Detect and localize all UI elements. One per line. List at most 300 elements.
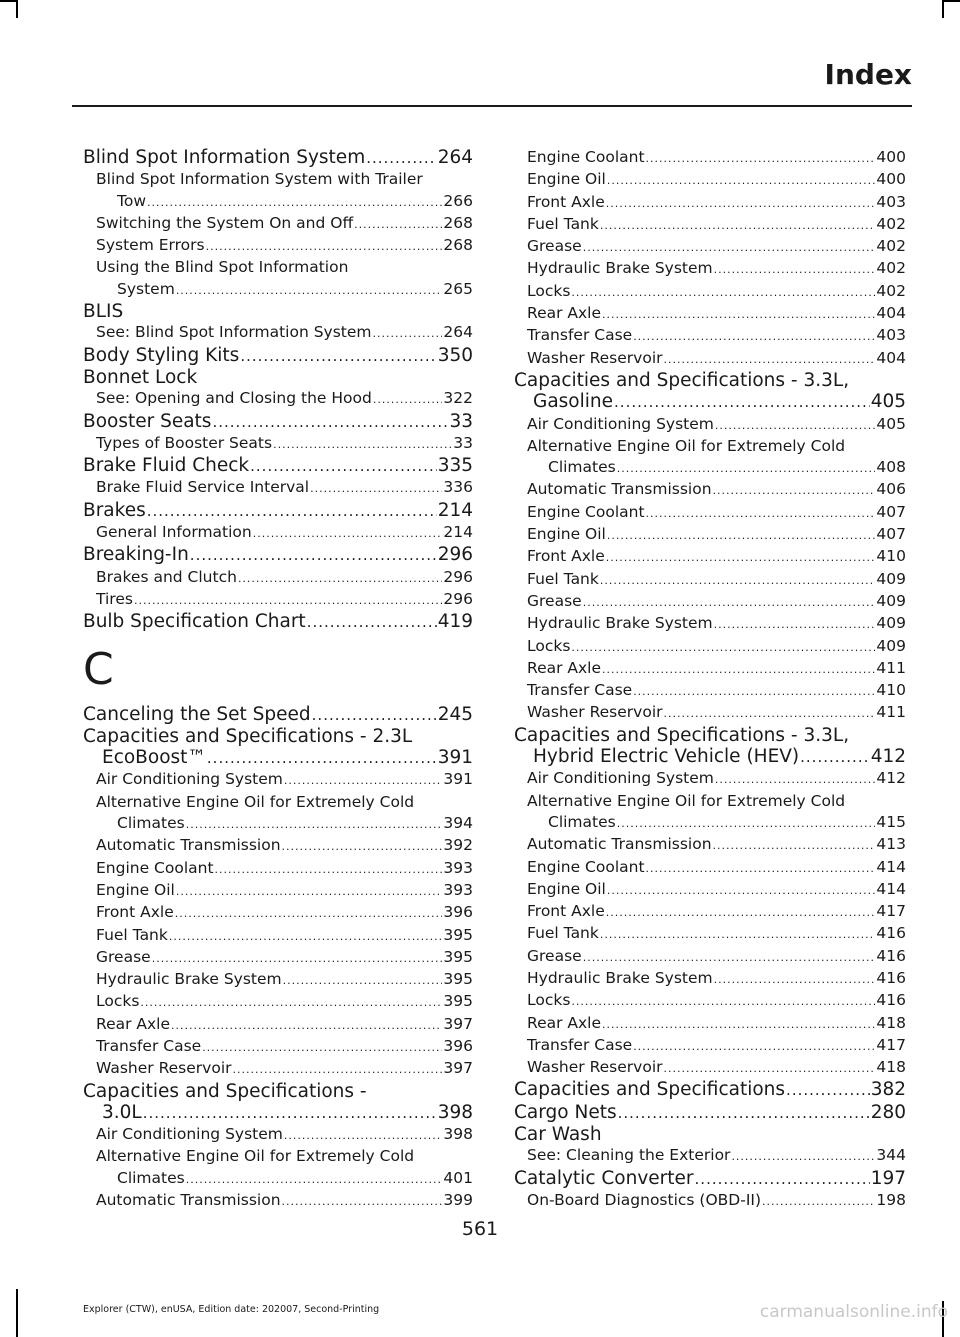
- entry-text: Breaking-In: [83, 544, 189, 566]
- index-entry[interactable]: [514, 258, 906, 280]
- index-entry[interactable]: [514, 281, 906, 303]
- entry-text: Rear Axle: [96, 1014, 171, 1033]
- index-entry[interactable]: [83, 1102, 473, 1124]
- dot-leader: [186, 814, 443, 835]
- page-ref[interactable]: 412: [870, 746, 906, 768]
- index-entry[interactable]: [83, 769, 473, 791]
- page-ref[interactable]: 399: [443, 1191, 473, 1210]
- index-entry[interactable]: [514, 613, 906, 635]
- entry-text-line: Alternative Engine Oil for Extremely Cold: [96, 1147, 415, 1166]
- dot-leader: [202, 1037, 442, 1058]
- entry-text: Washer Reservoir: [527, 703, 663, 722]
- dot-leader: [714, 259, 876, 280]
- page-ref[interactable]: 214: [443, 523, 473, 542]
- dot-leader: [607, 525, 876, 546]
- page-ref[interactable]: 395: [443, 947, 473, 966]
- entry-text-line: Capacities and Specifications - 2.3L: [83, 725, 413, 747]
- index-entry[interactable]: [83, 213, 473, 235]
- index-entry[interactable]: [514, 834, 906, 856]
- dot-leader: [762, 1191, 875, 1212]
- page-ref[interactable]: 395: [443, 970, 473, 989]
- index-entry[interactable]: [83, 388, 473, 410]
- page-ref[interactable]: 400: [876, 148, 906, 166]
- dot-leader: [646, 148, 876, 169]
- dot-leader: [152, 948, 443, 969]
- entry-text: Brake Fluid Service Interval: [96, 478, 310, 497]
- page-ref[interactable]: 402: [876, 259, 906, 278]
- dot-leader: [715, 769, 876, 790]
- page-ref[interactable]: 414: [876, 879, 906, 898]
- entry-text: Climates: [117, 1168, 185, 1187]
- dot-leader: [310, 478, 442, 499]
- index-entry-group: [514, 725, 906, 769]
- page-ref[interactable]: 402: [876, 281, 906, 300]
- page-ref[interactable]: 412: [876, 769, 906, 788]
- dot-leader: [714, 969, 876, 990]
- entry-text: Air Conditioning System: [96, 1125, 283, 1144]
- index-entry[interactable]: [514, 479, 906, 501]
- index-entry[interactable]: [514, 923, 906, 945]
- index-entry[interactable]: [83, 1014, 473, 1036]
- page-ref[interactable]: 407: [876, 525, 906, 544]
- page-ref[interactable]: 398: [437, 1101, 473, 1123]
- entry-text: Front Axle: [527, 902, 605, 921]
- index-entry[interactable]: [514, 524, 906, 546]
- entry-text: Hydraulic Brake System: [527, 614, 713, 633]
- index-heading: Car Wash: [514, 1124, 602, 1146]
- entry-text: Canceling the Set Speed: [83, 703, 311, 725]
- index-heading: Bonnet Lock: [83, 366, 198, 388]
- page-ref[interactable]: 395: [443, 925, 473, 944]
- page-ref[interactable]: 416: [876, 968, 906, 987]
- entry-text: Engine Coolant: [96, 858, 214, 877]
- page-ref[interactable]: 268: [443, 236, 473, 255]
- entry-text: See: Cleaning the Exterior: [527, 1146, 731, 1165]
- entry-text: Rear Axle: [527, 1013, 602, 1032]
- index-entry[interactable]: [83, 191, 473, 213]
- page-ref[interactable]: 407: [876, 502, 906, 521]
- page-ref[interactable]: 400: [876, 170, 906, 189]
- index-entry[interactable]: [514, 990, 906, 1012]
- dot-leader: [147, 192, 442, 213]
- index-entry[interactable]: [514, 414, 906, 436]
- index-entry[interactable]: [514, 746, 906, 768]
- index-entry[interactable]: [514, 1102, 906, 1124]
- page-ref[interactable]: 264: [437, 147, 473, 168]
- page-ref[interactable]: 33: [449, 410, 473, 432]
- page-ref[interactable]: 197: [870, 1167, 906, 1189]
- crop-mark: [16, 1289, 18, 1337]
- index-entry[interactable]: [514, 812, 906, 834]
- index-entry[interactable]: [83, 969, 473, 991]
- index-entry[interactable]: [83, 925, 473, 947]
- page-ref[interactable]: 419: [437, 611, 473, 633]
- page-ref[interactable]: 391: [443, 770, 473, 789]
- page-ref[interactable]: 406: [876, 480, 906, 499]
- entry-text: Bulb Specification Chart: [83, 611, 306, 633]
- entry-text: Gasoline: [533, 391, 614, 413]
- page-ref[interactable]: 414: [876, 857, 906, 876]
- dot-leader: [143, 1103, 437, 1124]
- index-heading: BLIS: [83, 301, 124, 323]
- index-entry[interactable]: [83, 147, 473, 169]
- dot-leader: [695, 1169, 870, 1190]
- index-entry[interactable]: [514, 348, 906, 370]
- page-ref[interactable]: 398: [443, 1125, 473, 1144]
- page-ref[interactable]: 402: [876, 214, 906, 233]
- page-ref[interactable]: 418: [876, 1058, 906, 1077]
- index-entry[interactable]: [514, 702, 906, 724]
- dot-leader: [186, 1169, 443, 1190]
- entry-text: Body Styling Kits: [83, 344, 240, 366]
- index-entry[interactable]: [514, 569, 906, 591]
- index-entry[interactable]: [83, 477, 473, 499]
- index-entry[interactable]: [514, 901, 906, 923]
- index-entry[interactable]: [514, 768, 906, 790]
- entry-text: Engine Coolant: [527, 502, 645, 521]
- footer-edition-text: Explorer (CTW), enUSA, Edition date: 202007, Second-Printing: [83, 1304, 380, 1315]
- page-ref[interactable]: 411: [876, 703, 906, 722]
- dot-leader: [600, 215, 876, 236]
- dot-leader: [215, 859, 443, 880]
- dot-leader: [373, 323, 443, 344]
- dot-leader: [713, 480, 876, 501]
- index-entry[interactable]: [514, 968, 906, 990]
- index-entry[interactable]: [514, 1013, 906, 1035]
- dot-leader: [633, 326, 875, 347]
- dot-leader: [607, 170, 876, 191]
- entry-text: Grease: [527, 237, 582, 256]
- page-ref[interactable]: 416: [876, 924, 906, 943]
- page-ref[interactable]: 416: [876, 946, 906, 965]
- entry-text-line: Capacities and Specifications -: [83, 1080, 367, 1102]
- entry-text: Climates: [548, 812, 616, 831]
- page-ref[interactable]: 417: [876, 1035, 906, 1054]
- dot-leader: [312, 705, 437, 726]
- entry-text: Brakes: [83, 499, 146, 521]
- index-entry[interactable]: [83, 1058, 473, 1080]
- index-entry[interactable]: [514, 1190, 906, 1212]
- index-entry[interactable]: [514, 1079, 906, 1101]
- index-entry[interactable]: [514, 546, 906, 568]
- page-ref[interactable]: 266: [443, 191, 473, 210]
- dot-leader: [602, 304, 875, 325]
- entry-text: Automatic Transmission: [96, 836, 281, 855]
- page-ref[interactable]: 322: [443, 389, 473, 408]
- entry-text: Tires: [96, 589, 133, 608]
- entry-text: Grease: [527, 591, 582, 610]
- page-ref[interactable]: 415: [876, 812, 906, 831]
- index-column-right: [514, 147, 906, 1212]
- index-entry[interactable]: [83, 322, 473, 344]
- page-ref[interactable]: 416: [876, 991, 906, 1010]
- entry-text: Engine Oil: [96, 880, 175, 899]
- page-ref[interactable]: 245: [437, 703, 473, 725]
- page-ref[interactable]: 396: [443, 1036, 473, 1055]
- index-entry[interactable]: [514, 1035, 906, 1057]
- dot-leader: [617, 813, 876, 834]
- entry-text-line: Capacities and Specifications - 3.3L,: [514, 724, 850, 746]
- page-ref[interactable]: 394: [443, 814, 473, 833]
- index-entry[interactable]: [514, 236, 906, 258]
- page-ref[interactable]: 411: [876, 658, 906, 677]
- index-entry[interactable]: [514, 591, 906, 613]
- entry-text: Transfer Case: [527, 1035, 633, 1054]
- index-entry[interactable]: [514, 658, 906, 680]
- index-entry[interactable]: [83, 611, 473, 633]
- index-entry[interactable]: [83, 858, 473, 880]
- entry-text: Front Axle: [96, 903, 174, 922]
- page-ref[interactable]: 350: [437, 344, 473, 366]
- index-entry[interactable]: [514, 457, 906, 479]
- page-ref[interactable]: 393: [443, 880, 473, 899]
- entry-text: Hydraulic Brake System: [527, 259, 713, 278]
- entry-text: Engine Coolant: [527, 857, 645, 876]
- entry-text: EcoBoost™: [102, 747, 206, 769]
- dot-leader: [190, 545, 437, 566]
- index-entry[interactable]: [83, 1190, 473, 1212]
- page-ref[interactable]: 397: [443, 1059, 473, 1078]
- page-ref[interactable]: 198: [876, 1190, 906, 1209]
- entry-text: Fuel Tank: [527, 924, 599, 943]
- dot-leader: [602, 1014, 875, 1035]
- page-ref[interactable]: 409: [876, 569, 906, 588]
- dot-leader: [664, 703, 876, 724]
- page-ref[interactable]: 404: [876, 304, 906, 323]
- page-ref[interactable]: 402: [876, 237, 906, 256]
- index-entry[interactable]: [514, 214, 906, 236]
- entry-text: Washer Reservoir: [527, 1058, 663, 1077]
- dot-leader: [238, 568, 442, 589]
- dot-leader: [147, 501, 437, 522]
- entry-text: Fuel Tank: [527, 214, 599, 233]
- index-entry[interactable]: [514, 1168, 906, 1190]
- index-entry[interactable]: [83, 567, 473, 589]
- index-entry[interactable]: [514, 680, 906, 702]
- index-entry[interactable]: [514, 303, 906, 325]
- entry-text: Transfer Case: [527, 326, 633, 345]
- index-entry[interactable]: [83, 433, 473, 455]
- index-entry[interactable]: [514, 857, 906, 879]
- dot-leader: [284, 770, 443, 791]
- entry-text: Air Conditioning System: [527, 769, 714, 788]
- index-entry[interactable]: [514, 636, 906, 658]
- index-entry[interactable]: [83, 704, 473, 726]
- entry-text: Automatic Transmission: [96, 1191, 281, 1210]
- page-ref[interactable]: 382: [870, 1079, 906, 1101]
- page-ref[interactable]: 265: [443, 279, 473, 298]
- page-ref[interactable]: 401: [443, 1168, 473, 1187]
- dot-leader: [373, 389, 443, 410]
- watermark-logo: carmanualsonline.info: [759, 1302, 948, 1322]
- dot-leader: [715, 415, 876, 436]
- dot-leader: [800, 747, 870, 768]
- entry-text: Locks: [527, 991, 571, 1010]
- page-ref[interactable]: 391: [437, 747, 473, 769]
- page-ref[interactable]: 296: [437, 544, 473, 566]
- index-entry[interactable]: [83, 235, 473, 257]
- entry-text: On-Board Diagnostics (OBD-II): [527, 1190, 762, 1209]
- page-ref[interactable]: 405: [870, 391, 906, 413]
- entry-text: Front Axle: [527, 192, 605, 211]
- index-entry[interactable]: [83, 522, 473, 544]
- index-entry[interactable]: [514, 169, 906, 191]
- entry-text: Climates: [117, 814, 185, 833]
- dot-leader: [606, 902, 876, 923]
- index-entry[interactable]: [83, 902, 473, 924]
- dot-leader: [240, 346, 436, 367]
- entry-text-line: Alternative Engine Oil for Extremely Cold: [527, 791, 846, 810]
- page-ref[interactable]: 397: [443, 1014, 473, 1033]
- dot-leader: [618, 1103, 870, 1124]
- header-divider: [72, 105, 912, 107]
- page-ref[interactable]: 392: [443, 836, 473, 855]
- entry-text: Catalytic Converter: [514, 1167, 694, 1189]
- index-entry[interactable]: [514, 147, 906, 169]
- index-entry[interactable]: [83, 589, 473, 611]
- page-ref[interactable]: 268: [443, 213, 473, 232]
- page-ref[interactable]: 335: [437, 455, 473, 477]
- index-entry[interactable]: [83, 544, 473, 566]
- entry-text-line: Capacities and Specifications - 3.3L,: [514, 369, 850, 391]
- index-entry[interactable]: [83, 1124, 473, 1146]
- index-entry[interactable]: [83, 1036, 473, 1058]
- index-column-left: [83, 147, 473, 1212]
- section-letter: C: [83, 643, 114, 695]
- dot-leader: [602, 659, 875, 680]
- dot-leader: [633, 1036, 875, 1057]
- entry-text: Automatic Transmission: [527, 835, 712, 854]
- index-entry[interactable]: [83, 813, 473, 835]
- entry-text: Tow: [117, 191, 146, 210]
- dot-leader: [571, 991, 875, 1012]
- dot-leader: [283, 970, 443, 991]
- dot-leader: [207, 748, 437, 769]
- index-entry[interactable]: [514, 1057, 906, 1079]
- entry-text: Climates: [548, 458, 616, 477]
- dot-leader: [714, 614, 876, 635]
- dot-leader: [282, 1191, 443, 1212]
- entry-text: See: Opening and Closing the Hood: [96, 389, 372, 408]
- page-ref[interactable]: 410: [876, 547, 906, 566]
- entry-text: Engine Oil: [527, 879, 606, 898]
- dot-leader: [307, 612, 437, 633]
- dot-leader: [354, 214, 442, 235]
- crop-mark: [16, 0, 18, 18]
- dot-leader: [175, 903, 443, 924]
- index-entry[interactable]: [83, 835, 473, 857]
- dot-leader: [169, 926, 443, 947]
- dot-leader: [250, 456, 437, 477]
- page-ref[interactable]: 405: [876, 414, 906, 433]
- index-entry-group: [514, 791, 906, 835]
- page-ref[interactable]: 413: [876, 835, 906, 854]
- dot-leader: [664, 1058, 876, 1079]
- page-ref[interactable]: 395: [443, 992, 473, 1011]
- entry-text: Booster Seats: [83, 410, 212, 432]
- index-entry[interactable]: [514, 879, 906, 901]
- dot-leader: [600, 570, 876, 591]
- index-entry[interactable]: [514, 502, 906, 524]
- page-ref[interactable]: 418: [876, 1013, 906, 1032]
- page-ref[interactable]: 408: [876, 458, 906, 477]
- dot-leader: [583, 947, 876, 968]
- page-ref[interactable]: 214: [437, 499, 473, 521]
- index-entry[interactable]: [83, 345, 473, 367]
- entry-text: Air Conditioning System: [527, 414, 714, 433]
- index-entry[interactable]: [83, 747, 473, 769]
- page-ref[interactable]: 296: [443, 589, 473, 608]
- dot-leader: [606, 547, 876, 568]
- page-ref[interactable]: 409: [876, 614, 906, 633]
- dot-leader: [273, 434, 452, 455]
- index-entry-group: [83, 1146, 473, 1190]
- index-entry[interactable]: [83, 947, 473, 969]
- page-ref[interactable]: 417: [876, 902, 906, 921]
- index-entry[interactable]: [514, 946, 906, 968]
- index-entry-group: [83, 792, 473, 836]
- entry-text: Engine Oil: [527, 170, 606, 189]
- entry-text: Types of Booster Seats: [96, 433, 273, 452]
- index-entry[interactable]: [83, 991, 473, 1013]
- index-entry[interactable]: [83, 279, 473, 301]
- page-ref[interactable]: 264: [443, 323, 473, 342]
- index-entry[interactable]: [514, 391, 906, 413]
- crop-mark: [942, 0, 960, 2]
- page-ref[interactable]: 403: [876, 326, 906, 345]
- index-entry[interactable]: [514, 325, 906, 347]
- entry-text: Automatic Transmission: [527, 480, 712, 499]
- page-ref[interactable]: 344: [876, 1146, 906, 1165]
- page-ref[interactable]: 296: [443, 567, 473, 586]
- dot-leader: [206, 236, 443, 257]
- entry-text-line: Alternative Engine Oil for Extremely Cold: [527, 436, 846, 455]
- dot-leader: [176, 280, 443, 301]
- dot-leader: [664, 349, 876, 370]
- entry-text-line: Alternative Engine Oil for Extremely Cold: [96, 792, 415, 811]
- index-entry[interactable]: [83, 455, 473, 477]
- page-ref[interactable]: 409: [876, 636, 906, 655]
- page-ref[interactable]: 409: [876, 591, 906, 610]
- page-ref[interactable]: 404: [876, 348, 906, 367]
- page-ref[interactable]: 393: [443, 858, 473, 877]
- dot-leader: [171, 1015, 442, 1036]
- dot-leader: [614, 392, 870, 413]
- dot-leader: [606, 193, 876, 214]
- dot-leader: [571, 282, 875, 303]
- index-entry[interactable]: [83, 411, 473, 433]
- index-entry[interactable]: [514, 1145, 906, 1167]
- page-ref[interactable]: 396: [443, 903, 473, 922]
- entry-text: Hybrid Electric Vehicle (HEV): [533, 746, 800, 768]
- entry-text: See: Blind Spot Information System: [96, 323, 372, 342]
- index-entry[interactable]: [83, 880, 473, 902]
- entry-text: General Information: [96, 523, 252, 542]
- page-ref[interactable]: 336: [443, 478, 473, 497]
- dot-leader: [366, 148, 436, 169]
- page-ref[interactable]: 280: [870, 1101, 906, 1123]
- page-ref[interactable]: 410: [876, 681, 906, 700]
- index-entry[interactable]: [514, 192, 906, 214]
- entry-text: Rear Axle: [527, 304, 602, 323]
- page-ref[interactable]: 403: [876, 192, 906, 211]
- page-ref[interactable]: 33: [453, 433, 473, 452]
- index-entry[interactable]: [83, 500, 473, 522]
- entry-text: Hydraulic Brake System: [96, 970, 282, 989]
- crop-mark: [942, 0, 944, 18]
- index-entry[interactable]: [83, 1168, 473, 1190]
- dot-leader: [633, 681, 875, 702]
